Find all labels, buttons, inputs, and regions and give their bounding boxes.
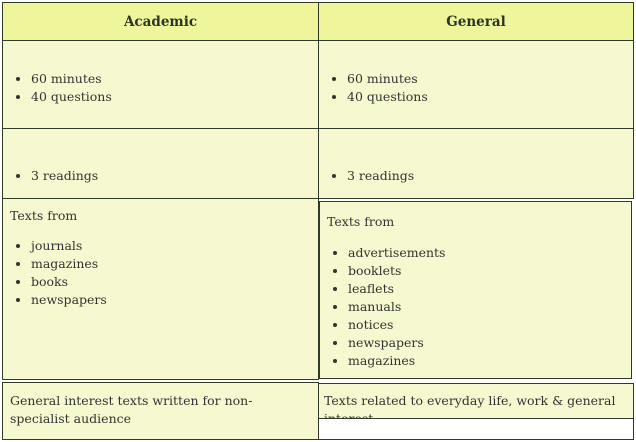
list-item: • notices <box>348 316 631 334</box>
sources-general-intro: Texts from <box>327 214 395 229</box>
readings-academic-cell <box>2 128 319 199</box>
list-item: • newspapers <box>348 334 631 352</box>
readings-general-list <box>319 167 633 185</box>
header-academic-label: Academic <box>123 13 198 30</box>
header-academic <box>2 2 319 41</box>
audience-general-text: Texts related to everyday life, work & general <box>324 393 616 408</box>
list-item: • newspapers <box>31 291 318 309</box>
audience-academic-text: General interest texts written for non-specialist audience <box>10 393 253 426</box>
list-item: • 40 questions <box>31 88 318 106</box>
list-item: • journals <box>31 237 318 255</box>
list-item: • booklets <box>348 262 631 280</box>
sources-general-cell <box>319 201 632 379</box>
sources-general-list <box>320 244 631 370</box>
list-item: • 3 readings <box>31 167 318 185</box>
list-item: • leaflets <box>348 280 631 298</box>
header-general-label: General <box>446 13 506 30</box>
audience-general-cell <box>318 383 634 419</box>
readings-general-cell <box>318 128 634 199</box>
duration-academic-list <box>3 70 318 106</box>
audience-academic-cell <box>2 382 319 440</box>
duration-general-cell <box>318 40 634 129</box>
list-item: • books <box>31 273 318 291</box>
header-general <box>318 2 634 41</box>
sources-academic-intro: Texts from <box>10 208 78 223</box>
list-item: • magazines <box>348 352 631 370</box>
list-item: • 60 minutes <box>347 70 633 88</box>
empty-cell <box>318 418 634 440</box>
readings-academic-list <box>3 167 318 185</box>
sources-academic-cell <box>2 198 319 380</box>
list-item: • 3 readings <box>347 167 633 185</box>
sources-academic-list <box>3 237 318 309</box>
duration-academic-cell <box>2 40 319 129</box>
list-item: • manuals <box>348 298 631 316</box>
list-item: • magazines <box>31 255 318 273</box>
duration-general-list <box>319 70 633 106</box>
list-item: • 60 minutes <box>31 70 318 88</box>
list-item: • advertisements <box>348 244 631 262</box>
list-item: • 40 questions <box>347 88 633 106</box>
